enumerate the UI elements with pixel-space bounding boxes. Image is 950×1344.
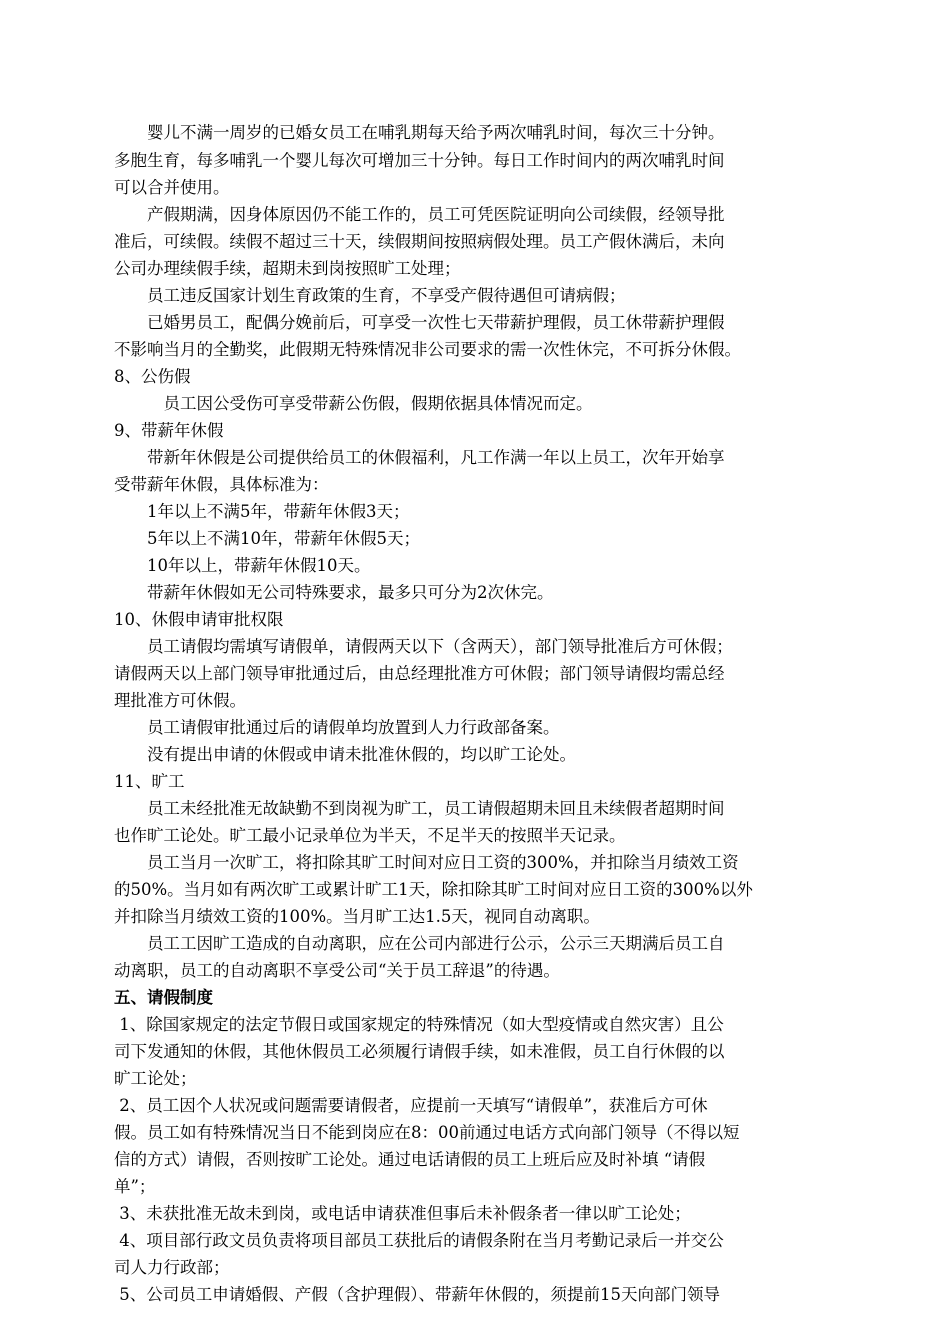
text-line: 10年以上，带薪年休假10天。 [114, 556, 371, 575]
text-line: 3、未获批准无故未到岗，或电话申请获准但事后未补假条者一律以旷工论处； [114, 1204, 691, 1223]
text-line: 2、员工因个人状况或问题需要请假者，应提前一天填写“请假单”，获准后方可休 [114, 1096, 708, 1115]
text-line: 员工请假均需填写请假单，请假两天以下（含两天），部门领导批准后方可休假； [114, 637, 733, 656]
text-line: 司人力行政部； [114, 1258, 230, 1277]
text-line: 公司办理续假手续，超期未到岗按照旷工处理； [114, 259, 461, 278]
section-heading: 9、带薪年休假 [114, 421, 224, 440]
section-heading: 10、休假申请审批权限 [114, 610, 284, 629]
text-line: 理批准方可休假。 [114, 691, 246, 710]
text-line: 1年以上不满5年，带薪年休假3天； [114, 502, 410, 521]
text-line: 动离职，员工的自动离职不享受公司“关于员工辞退”的待遇。 [114, 961, 560, 980]
section-heading: 11、旷工 [114, 772, 185, 791]
text-line: 信的方式）请假，否则按旷工论处。通过电话请假的员工上班后应及时补填 “请假 [114, 1150, 706, 1169]
text-line: 婴儿不满一周岁的已婚女员工在哺乳期每天给予两次哺乳时间，每次三十分钟。 [114, 123, 725, 142]
text-line: 单”； [114, 1177, 156, 1196]
text-line: 4、项目部行政文员负责将项目部员工获批后的请假条附在当月考勤记录后一并交公 [114, 1231, 724, 1250]
chapter-heading: 五、请假制度 [114, 988, 213, 1007]
text-line: 多胞生育，每多哺乳一个婴儿每次可增加三十分钟。每日工作时间内的两次哺乳时间 [114, 151, 725, 170]
text-line: 员工因公受伤可享受带薪公伤假，假期依据具体情况而定。 [114, 394, 593, 413]
text-line: 准后，可续假。续假不超过三十天，续假期间按照病假处理。员工产假休满后，未向 [114, 232, 725, 251]
text-line: 员工违反国家计划生育政策的生育，不享受产假待遇但可请病假； [114, 286, 626, 305]
text-line: 员工工因旷工造成的自动离职，应在公司内部进行公示，公示三天期满后员工自 [114, 934, 725, 953]
text-line: 的50%。当月如有两次旷工或累计旷工1天，除扣除其旷工时间对应日工资的300%以外 [114, 880, 753, 899]
text-line: 员工当月一次旷工，将扣除其旷工时间对应日工资的300%，并扣除当月绩效工资 [114, 853, 739, 872]
text-line: 没有提出申请的休假或申请未批准休假的，均以旷工论处。 [114, 745, 576, 764]
text-line: 也作旷工论处。旷工最小记录单位为半天，不足半天的按照半天记录。 [114, 826, 626, 845]
text-line: 5年以上不满10年，带薪年休假5天； [114, 529, 420, 548]
text-line: 不影响当月的全勤奖，此假期无特殊情况非公司要求的需一次性休完，不可拆分休假。 [114, 340, 741, 359]
text-line: 旷工论处； [114, 1069, 197, 1088]
text-line: 并扣除当月绩效工资的100%。当月旷工达1.5天，视同自动离职。 [114, 907, 600, 926]
text-line: 5、公司员工申请婚假、产假（含护理假）、带薪年休假的，须提前15天向部门领导 [114, 1285, 720, 1304]
text-line: 员工请假审批通过后的请假单均放置到人力行政部备案。 [114, 718, 560, 737]
text-line: 司下发通知的休假，其他休假员工必须履行请假手续，如未准假，员工自行休假的以 [114, 1042, 725, 1061]
text-line: 已婚男员工，配偶分娩前后，可享受一次性七天带薪护理假，员工休带薪护理假 [114, 313, 725, 332]
text-line: 受带薪年休假，具体标准为： [114, 475, 329, 494]
text-line: 请假两天以上部门领导审批通过后，由总经理批准方可休假；部门领导请假均需总经 [114, 664, 725, 683]
text-line: 可以合并使用。 [114, 178, 230, 197]
text-line: 产假期满，因身体原因仍不能工作的，员工可凭医院证明向公司续假，经领导批 [114, 205, 725, 224]
text-line: 1、除国家规定的法定节假日或国家规定的特殊情况（如大型疫情或自然灾害）且公 [114, 1015, 724, 1034]
text-line: 员工未经批准无故缺勤不到岗视为旷工，员工请假超期未回且未续假者超期时间 [114, 799, 725, 818]
section-heading: 8、公伤假 [114, 367, 191, 386]
text-line: 假。员工如有特殊情况当日不能到岗应在8：00前通过电话方式向部门领导（不得以短 [114, 1123, 740, 1142]
text-line: 带薪年休假如无公司特殊要求，最多只可分为2次休完。 [114, 583, 554, 602]
text-line: 带新年休假是公司提供给员工的休假福利，凡工作满一年以上员工，次年开始享 [114, 448, 725, 467]
